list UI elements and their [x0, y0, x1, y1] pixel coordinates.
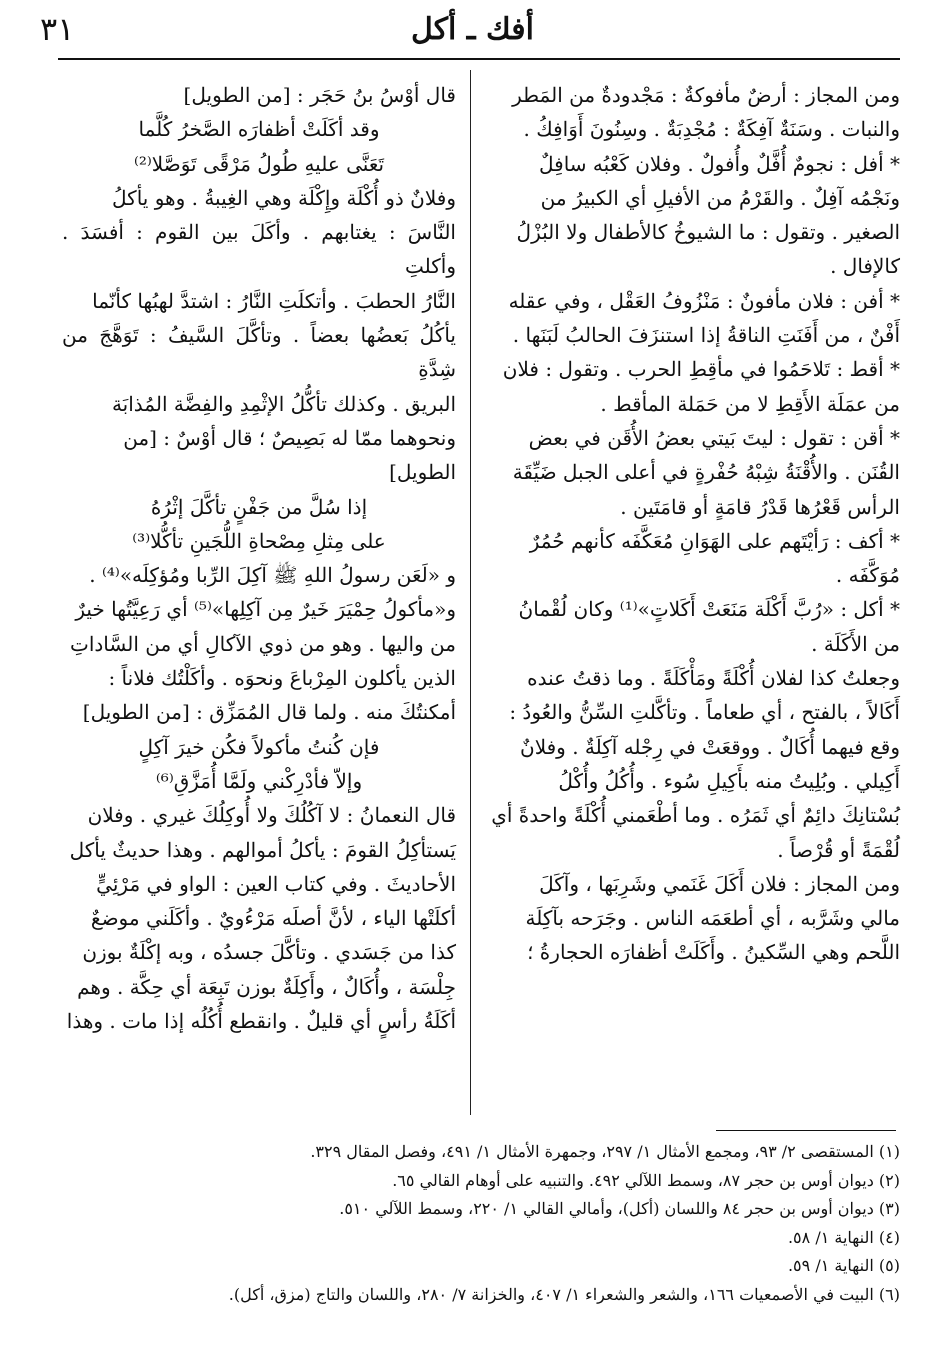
verse-line: وقد أكَلَتْ أظفارَه الصَّخرُ كُلَّما: [138, 117, 380, 142]
text-line: وفلانٌ ذو أُكْلَة وإِكْلَة وهي الغِيبةُ . وهو يأكلُ: [112, 185, 456, 210]
text-line: وقع فيهما أُكَالٌ . ووقعَتْ في رِجْله آكِلَةٌ . وفلانٌ: [520, 734, 900, 759]
text-line: أَكِيلي . وبُلِيتُ منه بأَكِيلِ سُوء . وأُكُلُ وأُكْلُ: [558, 768, 900, 793]
text-line: الأحاديثَ . وفي كتاب العين : الواو في مَرْئِيٍّ: [96, 871, 456, 896]
right-column: [486, 78, 900, 970]
footnote: (٦) البيت في الأصمعيات ١٦٦، والشعر والشعراء ١/ ٤٠٧، والخزانة ٧/ ٢٨٠، واللسان والتاج (مزق، أكل).: [228, 1284, 900, 1304]
text-line: ونحوهما ممّا له بَصِيصٌ ؛ قال أوْسٌ : [من: [123, 425, 456, 450]
text-line: لُقْمَةً أو قُرْصاً .: [777, 837, 900, 862]
text-line: * أكل : «رُبَّ أَكْلَة مَنَعَتْ أَكَلاتٍ»⁽¹⁾ وكان لُقْمانُ: [518, 597, 900, 622]
text-line: أكَلَةُ رأسٍ أي قليلٌ . وانقطع أُكُلُه إذا مات . وهذا: [66, 1009, 456, 1034]
text-line: من الأَكَلَة .: [811, 631, 900, 656]
text-line: * أقن : تقول : ليتَ بَيتي بعضُ الأُقَن في بعض: [528, 425, 900, 450]
footnote: (٥) النهاية ١/ ٥٩.: [787, 1256, 900, 1275]
text-line: بُسْتانِكَ دائِمٌ أي ثَمَرُه . وما أطْعَمني أُكْلَةً واحدةً أي: [491, 803, 900, 828]
verse-line: على مِثلِ مِصْحاةِ اللُّجَينِ تأكُّلا⁽³⁾: [132, 528, 386, 553]
text-line: وجعلتُ كذا لفلان أُكْلَةً ومَأْكَلَةً . وما ذقتُ عنده: [527, 666, 900, 691]
text-line: و «لَعَن رسولُ اللهِ ﷺ آكِلَ الرِّبا ومُؤكِلَه»⁽⁴⁾ .: [89, 563, 456, 588]
text-line: كالإفال .: [830, 254, 900, 279]
text-line: القُنَن . والأُقْنَةُ شِبْهُ حُفْرةٍ في أعلى الجبل ضَيِّقَة: [512, 460, 900, 485]
text-line: أَفْنٌ ، من أَفَنَتِ الناقةُ إذا استنزَفَ الحالبُ لَبَنَها .: [512, 323, 900, 348]
column-divider: [470, 70, 471, 1115]
text-line: أكلَتْها الياء ، لأنَّ أصلَه مَرْءُويٌ . وأكَلَني موضعٌ: [90, 906, 456, 931]
text-line: الطويل]: [389, 460, 456, 485]
text-line: * أكف : رَأيْتَهم على الهَوَانِ مُعَكَّفَه كأنهم حُمُرٌ: [529, 528, 900, 553]
verse-line: وإلاّ فأدْرِكْني ولَمَّا أُمَزَّقِ⁽⁶⁾: [155, 768, 363, 793]
text-line: كذا من جَسَدي . وتأكَّلَ جسدُه ، وبه إكْلَةٌ بوزن: [82, 940, 456, 965]
text-line: * أفن : فلان مأفونٌ : مَنْزُوفُ العَقْل ، وفي عقله: [508, 288, 900, 313]
verse-line: فإن كُنتُ مأكولاً فكُن خيرَ آكِلٍ: [138, 734, 380, 759]
text-line: أمكنتُكَ منه . ولما قال المُمَزِّق : [من الطويل]: [82, 700, 456, 725]
left-column: [62, 78, 456, 1038]
footnote: (٣) ديوان أوس بن حجر ٨٤ واللسان (أكل)، وأمالي القالي ١/ ٢٢٠، وسمط اللآلي ٥١٠.: [339, 1199, 900, 1218]
text-line: من واليها . وهو من ذوي الآكالِ أي من السَّاداتِ: [70, 631, 456, 656]
footnote: (٢) ديوان أوس بن حجر ٨٧، وسمط اللآلي ٤٩٢. والتنبيه على أوهام القالي ٦٥.: [392, 1170, 900, 1190]
text-line: مُوَكَّفَه .: [835, 563, 900, 588]
text-line: يأكُلُ بَعضُها بعضاً . وتأكَّلَ السَّيفُ : تَوَهَّجَ من شِدَّةِ: [62, 323, 456, 382]
footnote: (٤) النهاية ١/ ٥٨.: [787, 1227, 900, 1247]
text-line: قال أوْسُ بنُ حَجَر : [من الطويل]: [183, 83, 456, 107]
text-line: ومن المجاز : أرضٌ مأفوكةٌ : مَجْدودةٌ من المَطر: [512, 83, 900, 107]
text-line: والنبات . وسَنَةٌ آفِكَةٌ : مُجْدِبَةٌ . وسِنُونَ أَوَافِكُ .: [523, 117, 900, 142]
text-line: النَّاسَ : يغتابهم . وأكَلَ بين القوم : أفسَدَ . وأكلتِ: [62, 220, 456, 279]
text-line: يَستأكِلُ القومَ : يأكلُ أموالهم . وهذا حديثٌ يأكل: [69, 837, 456, 862]
footnotes: [58, 1138, 900, 1309]
page-number: ٣١: [40, 10, 75, 48]
text-line: * أفل : نجومٌ أُفَّلٌ وأُفولٌ . وفلان كَعْبُه سافِلٌ: [539, 151, 900, 176]
text-line: جِلْسَة ، وأُكَالٌ ، وأَكِلَةٌ بوزن تَبِعَة أي حِكَّة . وهم: [77, 974, 456, 999]
text-line: * أقط : تَلاحَمُوا في مأقِطِ الحرب . وتقول : فلان: [502, 357, 900, 382]
text-line: ومن المجاز : فلان أَكَلَ غَنَمي وشَرِبَها ، وآكَلَ: [539, 871, 900, 896]
verse-line: إذا سُلَّ من جَفْنٍ تأكَّلَ إثْرُهُ: [150, 494, 368, 519]
text-line: من عمَلَة الأَقِطِ لا من حَمَلة المأقط .: [600, 391, 900, 416]
text-line: قال النعمانُ : لا آكُلُكَ ولا أُوكِلُكَ غيري . وفلان: [87, 803, 456, 828]
text-line: و«مأكولُ حِمْيَرَ خَيرٌ مِن آكِلِها»⁽⁵⁾ أي رَعِيَّتُها خيرٌ: [75, 597, 456, 622]
text-line: مالي وشَرَّبه ، أي أطعَمَه الناس . وجَرَحه بآكِلَة: [525, 906, 900, 931]
header-rule: [58, 58, 900, 60]
running-head: أفك ـ أكل: [411, 12, 534, 47]
footnote: (١) المستقصى ٢/ ٩٣، ومجمع الأمثال ١/ ٢٩٧، وجمهرة الأمثال ١/ ٤٩١، وفصل المقال ٣٢٩.: [310, 1142, 900, 1161]
text-line: اللَّحم وهي السِّكينُ . وأَكَلَتْ أظفارَه الحجارةُ ؛: [527, 940, 900, 965]
page-header: [0, 0, 945, 60]
text-line: الذين يأكلون المِرْباعَ ونحوَه . وأكَلْتُك فلاناً :: [108, 666, 456, 691]
verse-line: تَعَنَّى عليهِ طُولُ مَرْقًى تَوَصَّلا⁽²⁾: [133, 151, 385, 176]
text-line: النَّارُ الحطبَ . وأتكلَتِ النَّارُ : اشتدَّ لهبُها كأنّما: [92, 288, 456, 313]
text-line: البريق . وكذلك تأكُّلُ الإثْمِدِ والفِضَّة المُذابَة: [111, 391, 456, 416]
text-line: الرأس قَعْرُها قَدْرُ قامَةٍ أو قامَتَين .: [620, 494, 900, 519]
text-line: الصغير . وتقول : ما الشيوخُ كالأطفال ولا البُزْلُ: [516, 220, 900, 245]
footnote-rule: [716, 1130, 896, 1131]
text-line: أَكَالاً ، بالفتح ، أي طعاماً . وتأكَّلتِ السِّنُّ والعُودُ :: [509, 700, 900, 725]
text-line: ونَجْمُه آفِلٌ . والقَرْمُ من الأفيلِ أي الكبيرُ من: [540, 185, 900, 210]
